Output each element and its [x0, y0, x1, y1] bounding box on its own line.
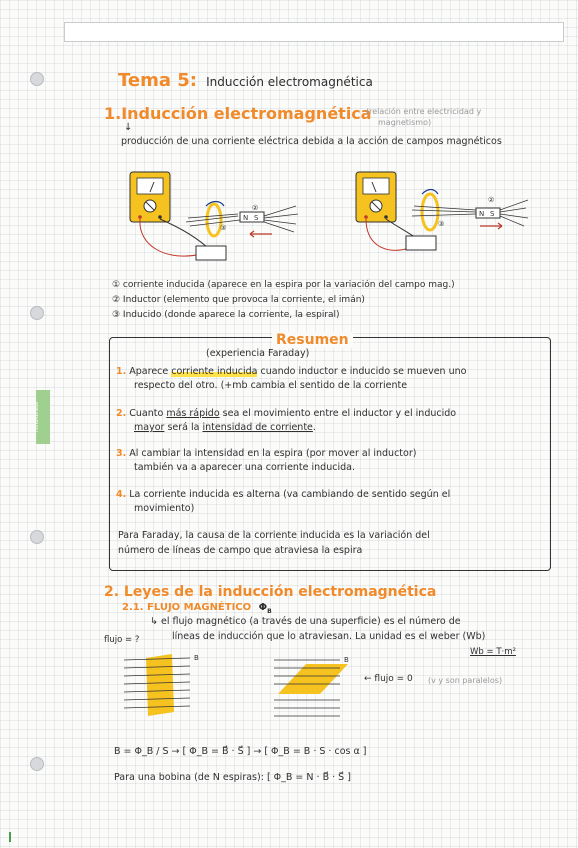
section-1-heading: 1.Inducción electromagnética [104, 104, 372, 123]
binder-hole [30, 72, 44, 86]
section-1-note-2: magnetismo) [378, 118, 432, 127]
section-1-note: (relación entre electricidad y [366, 107, 482, 116]
summary-point-2: 2. Cuanto más rápido sea el movimiento entre el inductor y el inducido [116, 408, 457, 419]
flux-subheading: 2.1. FLUJO MAGNÉTICO $\Phi_B$ [122, 602, 272, 615]
top-input-bar[interactable] [64, 22, 564, 42]
summary-point-1-line2: respecto del otro. (+mb cambia el sentido de la corriente [134, 380, 408, 391]
page-title: Tema 5: Inducción electromagnética [118, 70, 373, 91]
summary-point-3: 3. Al cambiar la intensidad en la espira (por mover al inductor) [116, 448, 417, 459]
section-2-heading: 2. Leyes de la inducción electromagnética [104, 584, 437, 600]
flux-definition: ↳ el flujo magnético (a través de una superficie) es el número de [150, 616, 461, 627]
weber-unit: Wb = T·m² [470, 647, 516, 657]
summary-point-3-line2: también va a aparecer una corriente inducida. [134, 462, 355, 473]
summary-point-1: 1. Aparece corriente inducida cuando inductor e inducido se mueven uno [116, 366, 467, 377]
flux-zero: ← flujo = 0 [364, 674, 413, 684]
arrow-down: ↓ [124, 122, 133, 133]
induction-figure-right [352, 166, 530, 270]
summary-title: Resumen [272, 332, 353, 348]
binder-hole [30, 757, 44, 771]
magnet-s-label: S [490, 210, 495, 218]
list-item: ③ Inducido (donde aparece la corriente, la espiral) [112, 310, 340, 320]
label-3: ③ [438, 220, 445, 228]
list-item: ② Inductor (elemento que provoca la corriente, el imán) [112, 295, 365, 305]
flux-definition-2: líneas de inducción que lo atraviesan. La unidad es el weber (Wb) [172, 631, 486, 642]
flux-question: flujo = ? [104, 635, 140, 645]
summary-point-2-line2: mayor será la intensidad de corriente. [134, 422, 316, 433]
summary-conclusion: Para Faraday, la causa de la corriente inducida es la variación del [118, 530, 430, 541]
label-2: ② [252, 204, 259, 212]
binder-hole [30, 306, 44, 320]
b-vector-label: B [194, 654, 199, 662]
magnet-n-label: N [479, 210, 485, 218]
list-item: ① corriente inducida (aparece en la espira por la variación del campo mag.) [112, 280, 455, 290]
definition-text: producción de una corriente eléctrica debida a la acción de campos magnéticos [121, 136, 502, 147]
summary-subtitle: (experiencia Faraday) [206, 348, 310, 359]
b-vector-label: B [344, 656, 349, 664]
flux-formula: B = Φ_B / S → [ Φ_B = B⃗ · S⃗ ] → [ Φ_B = B · S · cos α ] [114, 746, 367, 757]
label-2: ② [488, 196, 495, 204]
label-3: ③ [220, 224, 227, 232]
summary-point-4: 4. La corriente inducida es alterna (va cambiando de sentido según el [116, 489, 451, 500]
binder-hole [30, 530, 44, 544]
flux-diagram-parallel [268, 650, 358, 720]
margin-mark [9, 832, 11, 842]
magnet-s-label: S [254, 214, 259, 222]
notebook-tab: mindfulness [36, 390, 50, 444]
summary-point-4-line2: movimiento) [134, 503, 195, 514]
flux-diagram-perpendicular [116, 650, 216, 720]
coil-formula: Para una bobina (de N espiras): [ Φ_B = N · B⃗ · S⃗ ] [114, 772, 351, 783]
magnet-n-label: N [243, 214, 249, 222]
flux-zero-note: (v y son paralelos) [428, 676, 503, 685]
summary-conclusion-line2: número de líneas de campo que atraviesa la espira [118, 545, 363, 556]
induction-figure-left [126, 166, 304, 270]
